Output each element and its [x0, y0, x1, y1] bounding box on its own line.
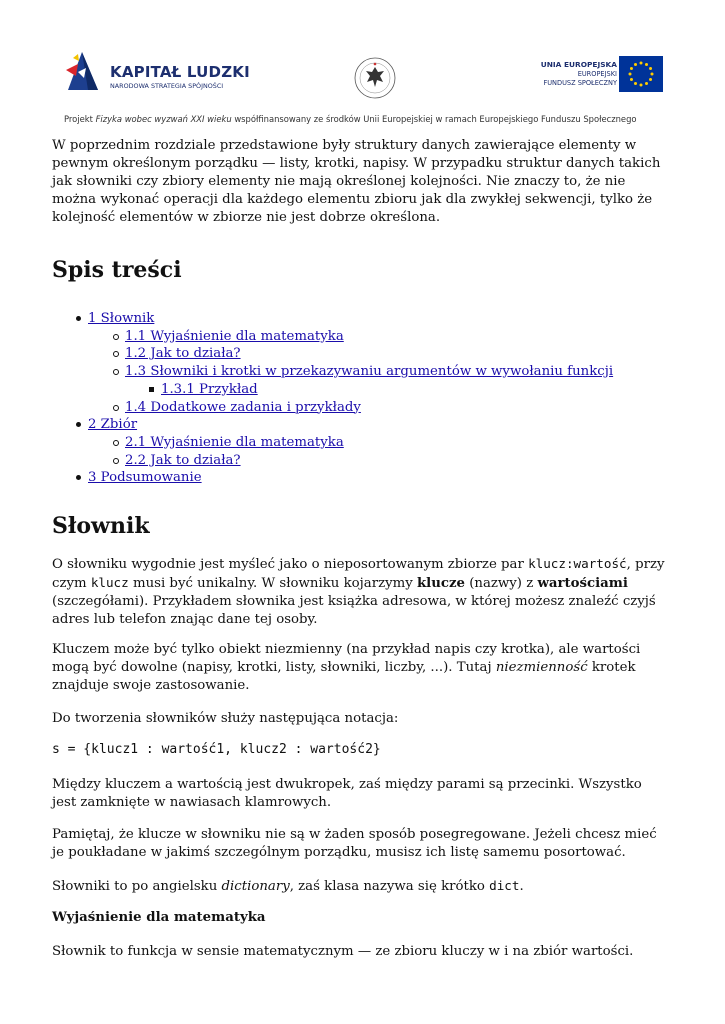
toc-link[interactable]: 3 Podsumowanie: [88, 470, 202, 486]
paragraph-3: Do tworzenia słowników służy następująca notacja:: [52, 711, 399, 726]
toc-bullet-icon: [149, 387, 154, 392]
p2-text-b: krotek znajduje swoje zastosowanie.: [52, 660, 636, 693]
toc-bullet-icon: [76, 475, 81, 480]
inline-code-dict: dict: [489, 878, 520, 893]
toc-link[interactable]: 2 Zbiór: [88, 417, 138, 433]
eu-line3: FUNDUSZ SPOŁECZNY: [543, 79, 617, 87]
kapital-ludzki-subtitle: NARODOWA STRATEGIA SPÓJNOŚCI: [110, 82, 224, 90]
p6-italic: dictionary: [221, 879, 290, 894]
toc-bullet-icon: [113, 458, 119, 464]
sub-heading: Wyjaśnienie dla matematyka: [52, 910, 266, 925]
section-heading: Słownik: [52, 513, 150, 539]
p1-bold-klucze: klucze: [416, 576, 465, 591]
toc-item: [52, 363, 672, 381]
eu-star-icon: [630, 78, 633, 81]
paragraph-1: [52, 555, 668, 629]
toc-bullet-icon: [76, 422, 81, 427]
toc-item: [52, 469, 672, 487]
paragraph-6: [52, 877, 668, 896]
kapital-ludzki-title: KAPITAŁ LUDZKI: [110, 63, 250, 81]
header-banner: [0, 0, 725, 132]
toc-item: [52, 345, 672, 363]
eu-star-icon: [645, 82, 648, 85]
toc-item: [52, 310, 672, 328]
toc-link[interactable]: 1.2 Jak to działa?: [125, 346, 241, 362]
inline-code-klucz-wartosc: klucz:wartość: [528, 556, 627, 571]
eu-line1: UNIA EUROPEJSKA: [540, 60, 617, 69]
paragraph-4: Między kluczem a wartością jest dwukropek, zaś między parami są przecinki. Wszystko jest zamknięte w nawiasach klamrowych.: [52, 777, 642, 810]
toc-link[interactable]: 1.3.1 Przykład: [161, 381, 258, 397]
toc-bullet-icon: [113, 351, 119, 357]
toc-heading: Spis treści: [52, 257, 182, 283]
toc-bullet-icon: [113, 405, 119, 411]
eu-text: [541, 60, 617, 88]
p6-text-b: , zaś klasa nazywa się krótko: [289, 879, 490, 894]
p6-text-a: Słowniki to po angielsku: [52, 879, 222, 894]
toc-list: [52, 310, 672, 487]
paragraph-5: Pamiętaj, że klucze w słowniku nie są w żaden sposób posegregowane. Jeżeli chcesz mieć je poukładane w jakimś szczególnym porządku, musisz ich listę samemu posortować.: [52, 827, 657, 860]
eu-star-icon: [645, 63, 648, 66]
eu-star-icon: [651, 73, 654, 76]
toc-link[interactable]: 2.2 Jak to działa?: [125, 452, 241, 468]
toc-bullet-icon: [76, 316, 81, 321]
code-example: s = {klucz1 : wartość1, klucz2 : wartość2}: [52, 742, 381, 757]
p1-bold-wartosciami: wartościami: [537, 576, 628, 591]
p2-italic: niezmienność: [495, 660, 588, 675]
p2-text-a: Kluczem może być tylko obiekt niezmienny (na przykład napis czy krotka), ale wartości mogą być dowolne (napisy, krotki, listy, słowniki, liczby, ...). Tutaj: [52, 642, 641, 675]
toc-link[interactable]: 1.3 Słowniki i krotki w przekazywaniu argumentów w wywołaniu funkcji: [125, 364, 614, 380]
eu-star-icon: [649, 78, 652, 81]
eu-star-icon: [649, 67, 652, 70]
eu-star-icon: [634, 63, 637, 66]
university-warsaw-emblem-icon: [352, 55, 398, 101]
p1-text-d: (nazwy) z: [464, 576, 538, 591]
p1-text-c: musi być unikalny. W słowniku kojarzymy: [128, 576, 417, 591]
toc-item: [52, 452, 672, 470]
project-line: [64, 114, 637, 124]
paragraph-7: Słownik to funkcja w sensie matematycznym — ze zbioru kluczy w i na zbiór wartości.: [52, 944, 634, 959]
intro-paragraph: W poprzednim rozdziale przedstawione były struktury danych zawierające elementy w pewnym określonym porządku — listy, krotki, napisy. W przypadku struktur danych takich jak słowniki czy zbiory elementy nie mają określonej kolejności. Nie znaczy to, że nie można wykonać operacji dla każdego elementu zbioru jak dla zwykłej sekwencji, tylko że kolejność elementów w zbiorze nie jest dobrze określona.: [52, 138, 661, 225]
toc-link[interactable]: 2.1 Wyjaśnienie dla matematyka: [125, 434, 344, 450]
kapital-ludzki-logo: [64, 46, 264, 98]
project-title: Fizyka wobec wyzwań XXI wieku: [95, 114, 232, 124]
eu-star-icon: [629, 73, 632, 76]
p1-text-b: , przy czym: [52, 557, 665, 591]
toc-item: [52, 399, 672, 417]
toc-bullet-icon: [113, 440, 119, 446]
paragraph-2: [52, 641, 668, 695]
p1-text-e: (szczegółami). Przykładem słownika jest książka adresowa, w której możesz znaleźć czyjś adres lub telefon znając dane tej osoby.: [52, 594, 656, 627]
project-prefix: Projekt: [64, 114, 96, 124]
toc-item: [52, 434, 672, 452]
toc-item: [52, 328, 672, 346]
toc-item: [52, 381, 672, 399]
eu-star-icon: [640, 62, 643, 65]
inline-code-klucz: klucz: [90, 575, 129, 590]
p1-text-a: O słowniku wygodnie jest myśleć jako o nieposortowanym zbiorze par: [52, 557, 529, 572]
eu-line2: EUROPEJSKI: [577, 70, 617, 78]
toc-item: [52, 416, 672, 434]
p6-text-c: .: [519, 879, 524, 894]
toc-link[interactable]: 1 Słownik: [88, 311, 155, 326]
toc-bullet-icon: [113, 334, 119, 340]
toc-link[interactable]: 1.4 Dodatkowe zadania i przykłady: [125, 399, 361, 415]
toc-link[interactable]: 1.1 Wyjaśnienie dla matematyka: [125, 328, 344, 344]
kapital-ludzki-flag-icon: [64, 50, 102, 92]
eu-star-icon: [634, 82, 637, 85]
eu-star-icon: [640, 84, 643, 87]
project-suffix: współfinansowany ze środków Unii Europejskiej w ramach Europejskiego Funduszu Społecznego: [231, 114, 637, 124]
eu-logo: [523, 56, 663, 96]
toc-bullet-icon: [113, 369, 119, 375]
eu-flag-icon: [619, 56, 663, 92]
eu-star-icon: [630, 67, 633, 70]
